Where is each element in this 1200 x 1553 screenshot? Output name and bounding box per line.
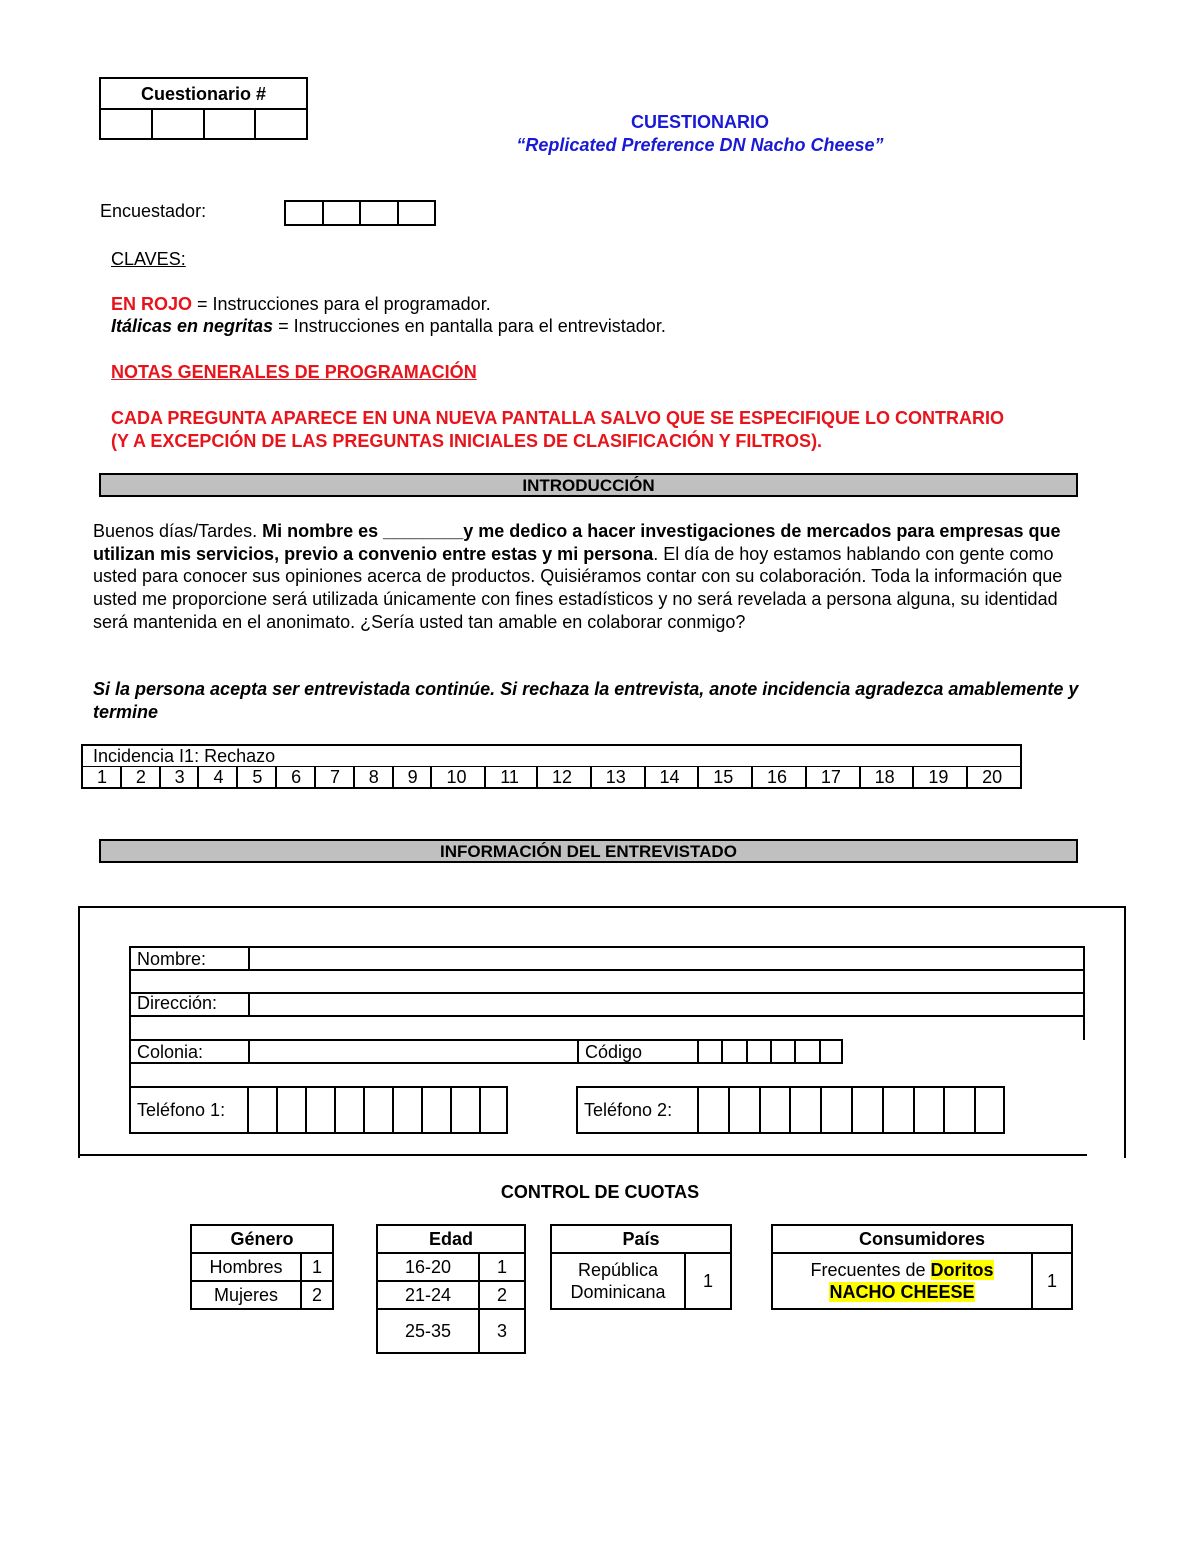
codigo-input[interactable] <box>697 1041 843 1062</box>
genero-option: Mujeres <box>191 1281 301 1309</box>
subtitle: “Replicated Preference DN Nacho Cheese” <box>516 135 884 155</box>
phone-digit-cell[interactable] <box>728 1088 759 1132</box>
brand-highlight: NACHO CHEESE <box>829 1282 975 1302</box>
incidencia-number-cell[interactable]: 7 <box>315 767 354 789</box>
phone-digit-cell[interactable] <box>305 1088 334 1132</box>
colonia-row[interactable] <box>129 1039 843 1064</box>
encuestador-label: Encuestador: <box>100 201 207 221</box>
incidencia-number-cell[interactable]: 1 <box>82 767 121 789</box>
phone-digit-cell[interactable] <box>421 1088 450 1132</box>
edad-code[interactable]: 2 <box>479 1281 525 1309</box>
phone-digit-cell[interactable] <box>334 1088 363 1132</box>
genero-header: Género <box>191 1225 333 1253</box>
nombre-line2[interactable] <box>129 969 1085 994</box>
quota-genero-table <box>190 1224 334 1310</box>
questionnaire-digit-cell[interactable] <box>153 110 205 138</box>
encuestador-input[interactable] <box>284 200 436 226</box>
telefono1-input[interactable] <box>247 1088 508 1132</box>
encuestador-digit-cell[interactable] <box>399 202 435 224</box>
notes-body <box>111 407 1111 453</box>
quota-consumidores-table <box>771 1224 1073 1310</box>
incidencia-label: Incidencia I1: Rechazo <box>82 745 1021 767</box>
quota-title: CONTROL DE CUOTAS <box>500 1182 700 1202</box>
codigo-label: Código <box>577 1041 697 1062</box>
key-red <box>111 294 491 315</box>
codigo-digit-cell[interactable] <box>721 1041 745 1062</box>
incidencia-number-cell[interactable]: 8 <box>354 767 393 789</box>
quota-edad-table <box>376 1224 526 1354</box>
divider <box>129 1062 131 1087</box>
genero-code[interactable]: 2 <box>301 1281 333 1309</box>
consumidores-option <box>772 1253 1032 1309</box>
questionnaire-digit-cell[interactable] <box>101 110 153 138</box>
incidencia-number-cell[interactable]: 3 <box>160 767 199 789</box>
intro-greeting: Buenos días/Tardes. <box>93 521 263 541</box>
phone-digit-cell[interactable] <box>943 1088 974 1132</box>
phone-digit-cell[interactable] <box>820 1088 851 1132</box>
phone-digit-cell[interactable] <box>759 1088 790 1132</box>
codigo-digit-cell[interactable] <box>794 1041 818 1062</box>
phone-digit-cell[interactable] <box>363 1088 392 1132</box>
key-italic <box>111 316 666 337</box>
incidencia-number-cell[interactable]: 5 <box>237 767 276 789</box>
key-red-term: EN ROJO <box>111 294 193 314</box>
notes-heading: NOTAS GENERALES DE PROGRAMACIÓN <box>111 362 477 382</box>
codigo-digit-cell[interactable] <box>697 1041 721 1062</box>
pais-header: País <box>551 1225 731 1253</box>
consumidores-code[interactable]: 1 <box>1032 1253 1072 1309</box>
intro-rest: . El día de hoy estamos hablando con gente como usted para conocer sus opiniones acerca de productos. Quisiéramos contar con su colaboración. Toda la información que usted me proporcione será utilizada únicamente con fines estadísticos y no será revelada a persona alguna, su identidad será mantenida en el anonimato. ¿Sería usted tan amable en colaborar conmigo? <box>93 543 1063 632</box>
notes-line: (Y A EXCEPCIÓN DE LAS PREGUNTAS INICIALES DE CLASIFICACIÓN Y FILTROS). <box>111 431 823 451</box>
key-italic-desc: = Instrucciones en pantalla para el entrevistador. <box>273 316 666 336</box>
phone-digit-cell[interactable] <box>479 1088 508 1132</box>
section-entrevistado: INFORMACIÓN DEL ENTREVISTADO <box>99 839 1078 863</box>
title: CUESTIONARIO <box>630 112 769 132</box>
phone-digit-cell[interactable] <box>913 1088 944 1132</box>
phone-digit-cell[interactable] <box>247 1088 276 1132</box>
genero-code[interactable]: 1 <box>301 1253 333 1281</box>
telefono1-label: Teléfono 1: <box>137 1100 226 1120</box>
incidencia-number-cell[interactable]: 14 <box>645 767 699 789</box>
phone-digit-cell[interactable] <box>450 1088 479 1132</box>
edad-option: 25-35 <box>377 1309 479 1353</box>
edad-option: 21-24 <box>377 1281 479 1309</box>
edad-code[interactable]: 1 <box>479 1253 525 1281</box>
incidencia-number-cell[interactable]: 4 <box>198 767 237 789</box>
incidencia-number-cell[interactable]: 12 <box>537 767 591 789</box>
incidencia-number-cell[interactable]: 10 <box>431 767 485 789</box>
intro-bold: Mi nombre es ________y me dedico a hacer investigaciones de mercados para empresas que utilizan mis servicios, previo a convenio entre estas y mi persona <box>93 521 1061 564</box>
brand-highlight: Doritos <box>930 1260 994 1280</box>
edad-header: Edad <box>377 1225 525 1253</box>
incidencia-number-cell[interactable]: 13 <box>591 767 645 789</box>
intro-instruction: Si la persona acepta ser entrevistada continúe. Si rechaza la entrevista, anote incidencia agradezca amablemente y termine <box>93 679 1079 722</box>
intro-paragraph <box>93 520 1093 634</box>
pais-option <box>551 1253 685 1309</box>
edad-option: 16-20 <box>377 1253 479 1281</box>
incidencia-number-cell[interactable]: 9 <box>393 767 432 789</box>
questionnaire-number-box <box>99 77 308 140</box>
phone-digit-cell[interactable] <box>882 1088 913 1132</box>
incidencia-number-cell[interactable]: 6 <box>276 767 315 789</box>
pais-option-line: Dominicana <box>570 1282 666 1302</box>
codigo-digit-cell[interactable] <box>770 1041 794 1062</box>
direccion-line2[interactable] <box>129 1015 1085 1040</box>
pais-code[interactable]: 1 <box>685 1253 731 1309</box>
phone-digit-cell[interactable] <box>697 1088 728 1132</box>
telefono1-row[interactable] <box>129 1086 508 1134</box>
phone-digit-cell[interactable] <box>789 1088 820 1132</box>
direccion-row[interactable] <box>129 992 1085 1017</box>
respondent-frame-bottom <box>78 1154 1087 1156</box>
phone-digit-cell[interactable] <box>392 1088 421 1132</box>
telefono2-row[interactable] <box>576 1086 1005 1134</box>
phone-digit-cell[interactable] <box>276 1088 305 1132</box>
pais-option-line: República <box>577 1260 659 1280</box>
quota-pais-table <box>550 1224 732 1310</box>
incidencia-number-cell[interactable]: 18 <box>860 767 914 789</box>
direccion-label: Dirección: <box>131 992 250 1015</box>
incidencia-number-cell[interactable]: 2 <box>121 767 160 789</box>
nombre-label: Nombre: <box>131 948 250 969</box>
questionnaire-digit-cell[interactable] <box>256 110 306 138</box>
encuestador-digit-cell[interactable] <box>361 202 399 224</box>
incidencia-number-cell[interactable]: 20 <box>967 767 1021 789</box>
phone-digit-cell[interactable] <box>851 1088 882 1132</box>
section-introduccion: INTRODUCCIÓN <box>99 473 1078 497</box>
telefono2-label: Teléfono 2: <box>584 1100 673 1120</box>
encuestador-digit-cell[interactable] <box>324 202 362 224</box>
key-italic-term: Itálicas en negritas <box>111 316 274 336</box>
incidencia-number-cell[interactable]: 11 <box>485 767 537 789</box>
incidencia-table <box>81 744 1022 789</box>
incidencia-number-cell[interactable]: 15 <box>698 767 752 789</box>
codigo-digit-cell[interactable] <box>819 1041 843 1062</box>
consumidores-prefix: Frecuentes de <box>810 1260 931 1280</box>
incidencia-number-cell[interactable]: 17 <box>806 767 860 789</box>
nombre-row[interactable] <box>129 946 1085 971</box>
genero-option: Hombres <box>191 1253 301 1281</box>
colonia-label: Colonia: <box>131 1041 250 1062</box>
telefono2-input[interactable] <box>697 1088 1005 1132</box>
encuestador-digit-cell[interactable] <box>286 202 324 224</box>
phone-digit-cell[interactable] <box>974 1088 1005 1132</box>
questionnaire-digit-cell[interactable] <box>205 110 257 138</box>
document-title <box>400 111 1000 157</box>
incidencia-number-cell[interactable]: 16 <box>752 767 806 789</box>
codigo-digit-cell[interactable] <box>746 1041 770 1062</box>
edad-code[interactable]: 3 <box>479 1309 525 1353</box>
notes-line: CADA PREGUNTA APARECE EN UNA NUEVA PANTALLA SALVO QUE SE ESPECIFIQUE LO CONTRARIO <box>111 408 1005 428</box>
claves-heading: CLAVES: <box>111 249 186 269</box>
consumidores-header: Consumidores <box>772 1225 1072 1253</box>
key-red-desc: = Instrucciones para el programador. <box>192 294 491 314</box>
questionnaire-number-label: Cuestionario # <box>101 79 306 110</box>
incidencia-number-cell[interactable]: 19 <box>913 767 967 789</box>
